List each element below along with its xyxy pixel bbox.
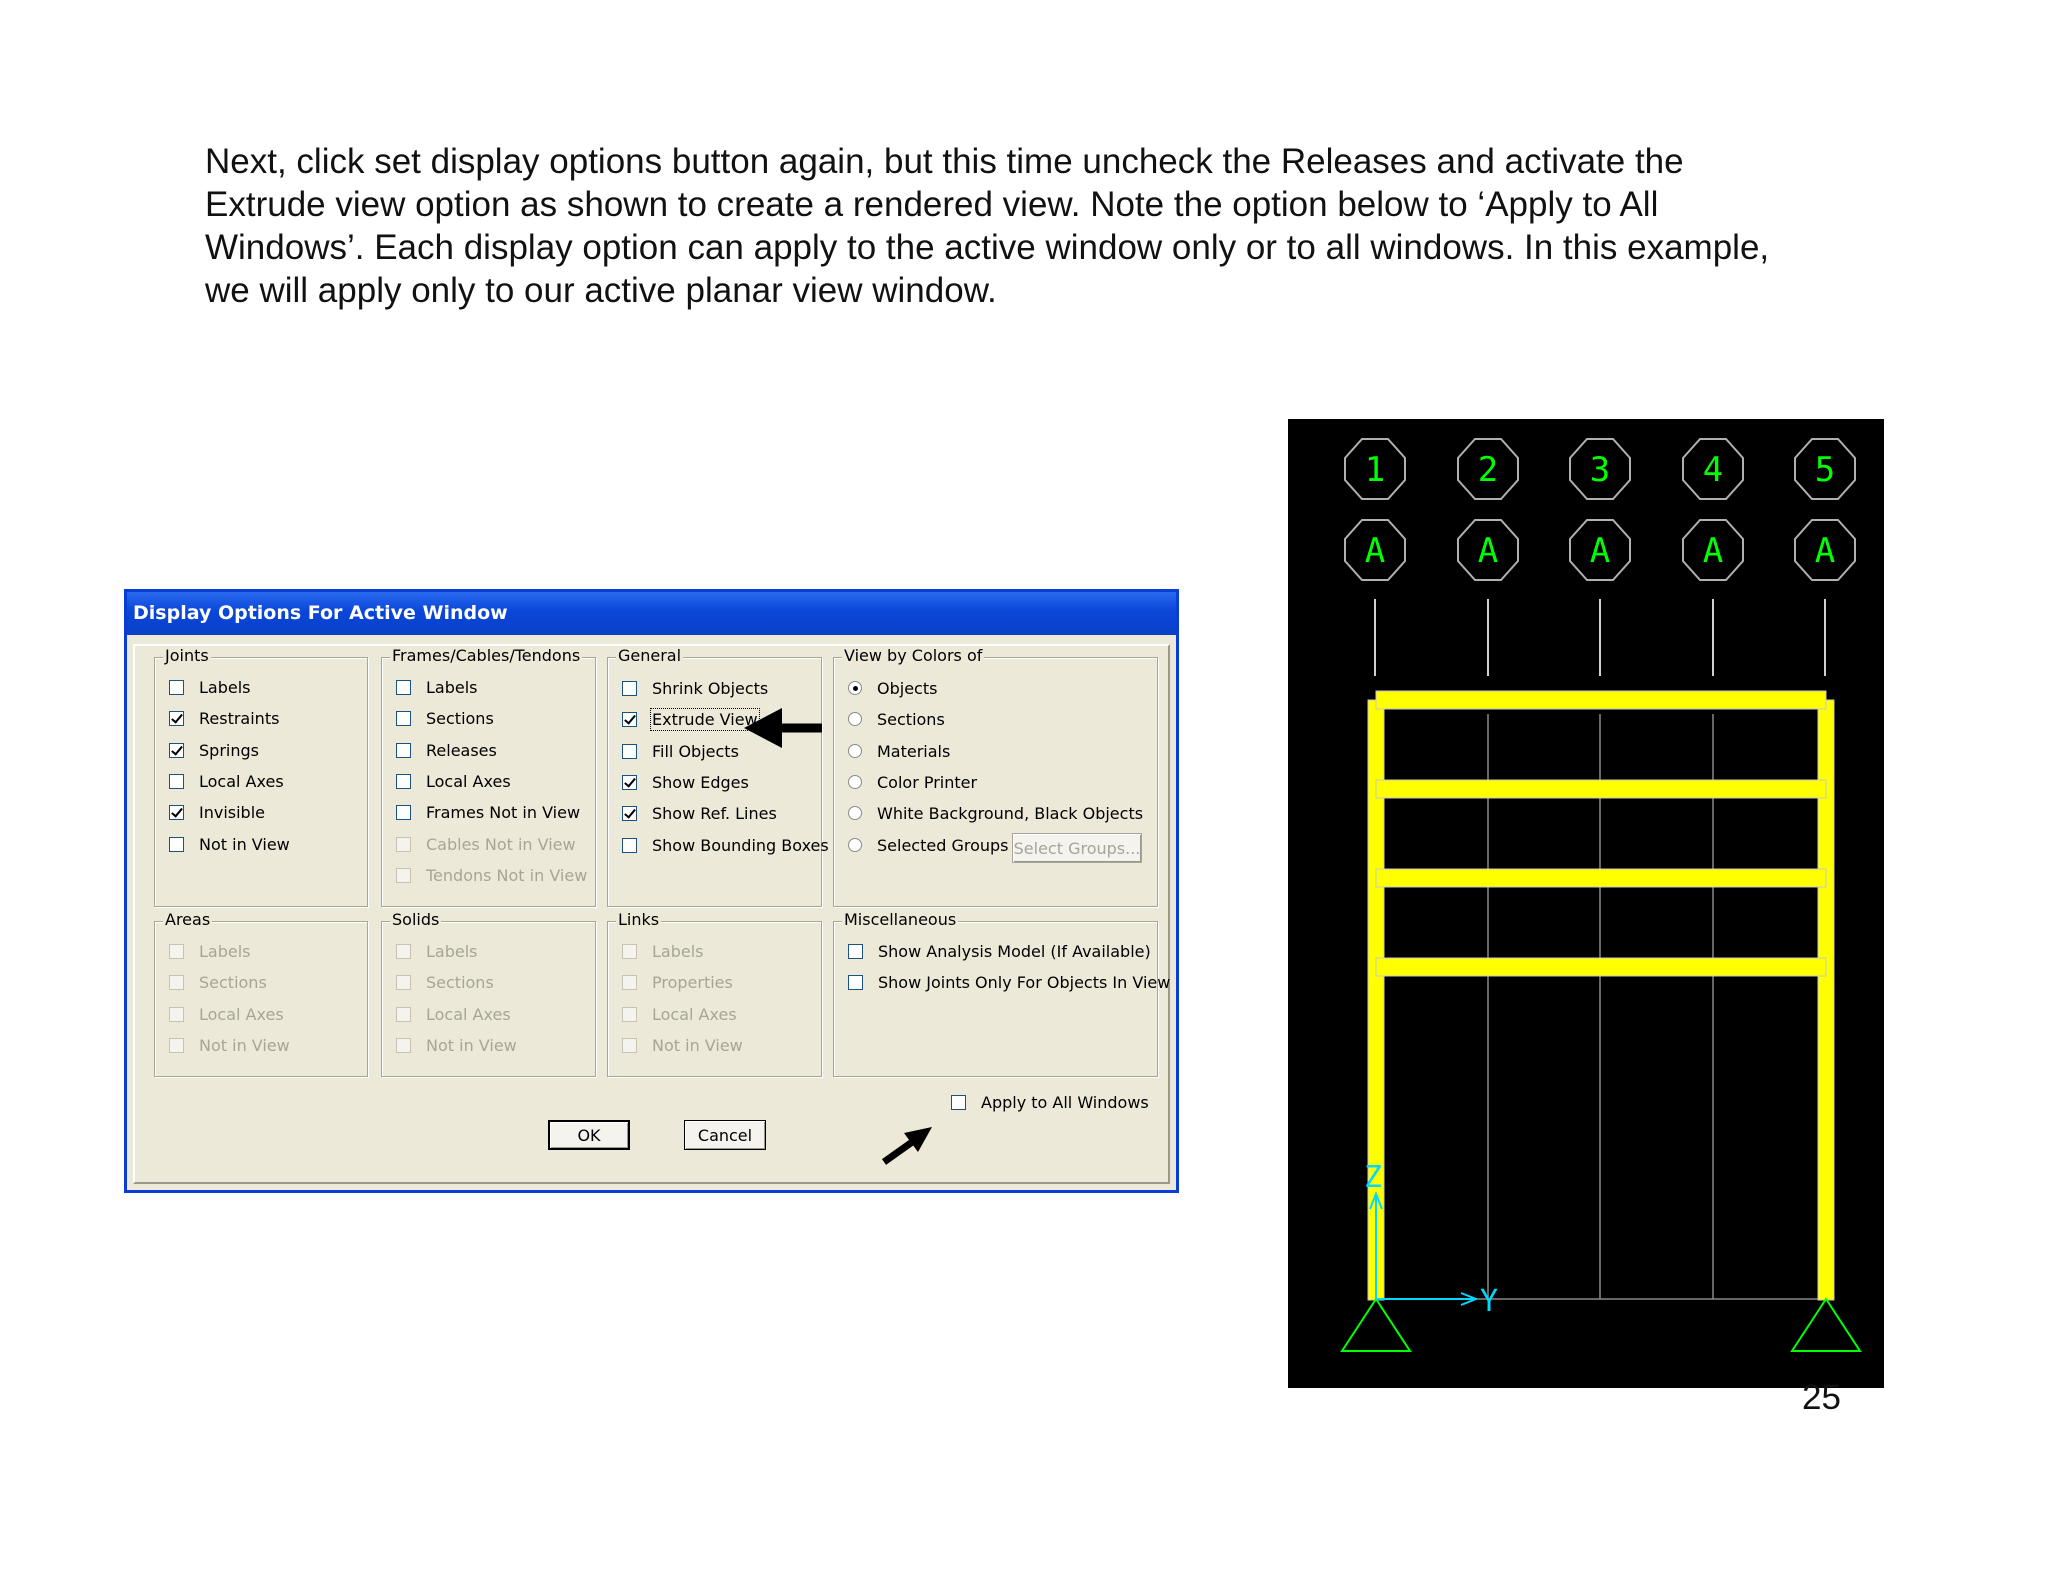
instruction-line: Next, click set display options button again, but this time uncheck the Releases and activate the	[205, 142, 1684, 181]
grid-lines	[1375, 599, 1825, 676]
beam-level-3	[1376, 780, 1826, 798]
pin-support-icon	[1792, 1299, 1860, 1351]
option-label: Sections	[426, 972, 494, 992]
option-label: Releases	[426, 740, 497, 760]
option-label: White Background, Black Objects	[877, 803, 1144, 823]
instruction-line: Windows’. Each display option can apply to the active window only or to all windows. In this example,	[205, 228, 1770, 267]
grid-label-a: A	[1477, 531, 1499, 571]
general-group-title: General	[618, 646, 682, 665]
beam-roof	[1376, 691, 1826, 709]
option-label: Objects	[877, 678, 938, 698]
instruction-line: Extrude view option as shown to create a rendered view. Note the option below to ‘Apply to All	[205, 185, 1659, 224]
grid-label-4: 4	[1702, 450, 1724, 490]
grid-labels	[1365, 450, 1835, 571]
option-label: Sections	[426, 708, 494, 728]
option-label: Local Axes	[426, 1004, 511, 1024]
grid-label-5: 5	[1814, 450, 1836, 490]
grid-label-a: A	[1814, 531, 1836, 571]
option-label: Show Joints Only For Objects In View	[878, 972, 1171, 992]
option-label: Not in View	[199, 834, 290, 854]
option-label: Local Axes	[426, 771, 511, 791]
frame-elevation	[1288, 419, 1884, 1388]
grid-label-a: A	[1702, 531, 1724, 571]
frame-members	[1368, 691, 1834, 1300]
extrude-arrow-icon	[744, 708, 822, 748]
ok-button[interactable]: OK	[548, 1120, 630, 1150]
option-label: Labels	[199, 677, 251, 697]
frames-group-title: Frames/Cables/Tendons	[392, 646, 581, 665]
option-label: Not in View	[199, 1035, 290, 1055]
option-label: Show Analysis Model (If Available)	[878, 941, 1151, 961]
option-label: Frames Not in View	[426, 802, 581, 822]
option-label: Show Ref. Lines	[652, 803, 777, 823]
z-axis-label: Z	[1364, 1160, 1383, 1195]
links-group-title: Links	[618, 910, 660, 929]
option-label: Sections	[877, 709, 945, 729]
pin-support-icon	[1342, 1299, 1410, 1351]
option-label: Labels	[426, 677, 478, 697]
option-label: Fill Objects	[652, 741, 739, 761]
option-label: Local Axes	[199, 771, 284, 791]
option-label: Invisible	[199, 802, 265, 822]
option-label: Restraints	[199, 708, 280, 728]
option-label: Not in View	[652, 1035, 743, 1055]
apply-arrow-icon	[884, 1127, 932, 1162]
solids-group-title: Solids	[392, 910, 440, 929]
option-label: Show Bounding Boxes	[652, 835, 829, 855]
option-label: Extrude View	[652, 709, 758, 729]
option-label: Local Axes	[652, 1004, 737, 1024]
option-label: Shrink Objects	[652, 678, 769, 698]
option-label: Properties	[652, 972, 733, 992]
option-label: Materials	[877, 741, 951, 761]
option-label: Labels	[426, 941, 478, 961]
grid-label-a: A	[1364, 531, 1386, 571]
misc-group-title: Miscellaneous	[844, 910, 957, 929]
option-label: Cables Not in View	[426, 834, 576, 854]
grid-label-2: 2	[1477, 450, 1499, 490]
y-axis-label: Y	[1480, 1284, 1499, 1319]
beam-level-1	[1376, 958, 1826, 976]
option-label: Labels	[652, 941, 704, 961]
grid-label-a: A	[1589, 531, 1611, 571]
supports	[1342, 1299, 1860, 1351]
option-label: Labels	[199, 941, 251, 961]
option-label: Local Axes	[199, 1004, 284, 1024]
option-label: Color Printer	[877, 772, 978, 792]
instruction-line: we will apply only to our active planar view window.	[205, 271, 997, 310]
option-label: Apply to All Windows	[981, 1092, 1149, 1112]
option-label: Springs	[199, 740, 259, 760]
option-label: Not in View	[426, 1035, 517, 1055]
grid-label-3: 3	[1589, 450, 1611, 490]
beam-level-2	[1376, 869, 1826, 887]
option-label: Sections	[199, 972, 267, 992]
option-label: Tendons Not in View	[426, 865, 588, 885]
global-axes	[1370, 1194, 1476, 1305]
interior-grid-lines	[1375, 714, 1825, 1299]
cancel-button[interactable]: Cancel	[684, 1120, 766, 1150]
joints-group-title: Joints	[165, 646, 209, 665]
grid-label-1: 1	[1364, 450, 1386, 490]
select-groups-button: Select Groups...	[1012, 833, 1142, 863]
option-label: Show Edges	[652, 772, 749, 792]
areas-group-title: Areas	[165, 910, 211, 929]
model-viewport[interactable]	[1288, 419, 1884, 1388]
option-label: Selected Groups	[877, 835, 1009, 855]
dialog-title: Display Options For Active Window	[127, 592, 1176, 635]
view-by-colors-group-title: View by Colors of	[844, 646, 983, 665]
page-number: 25	[1802, 1378, 1841, 1417]
